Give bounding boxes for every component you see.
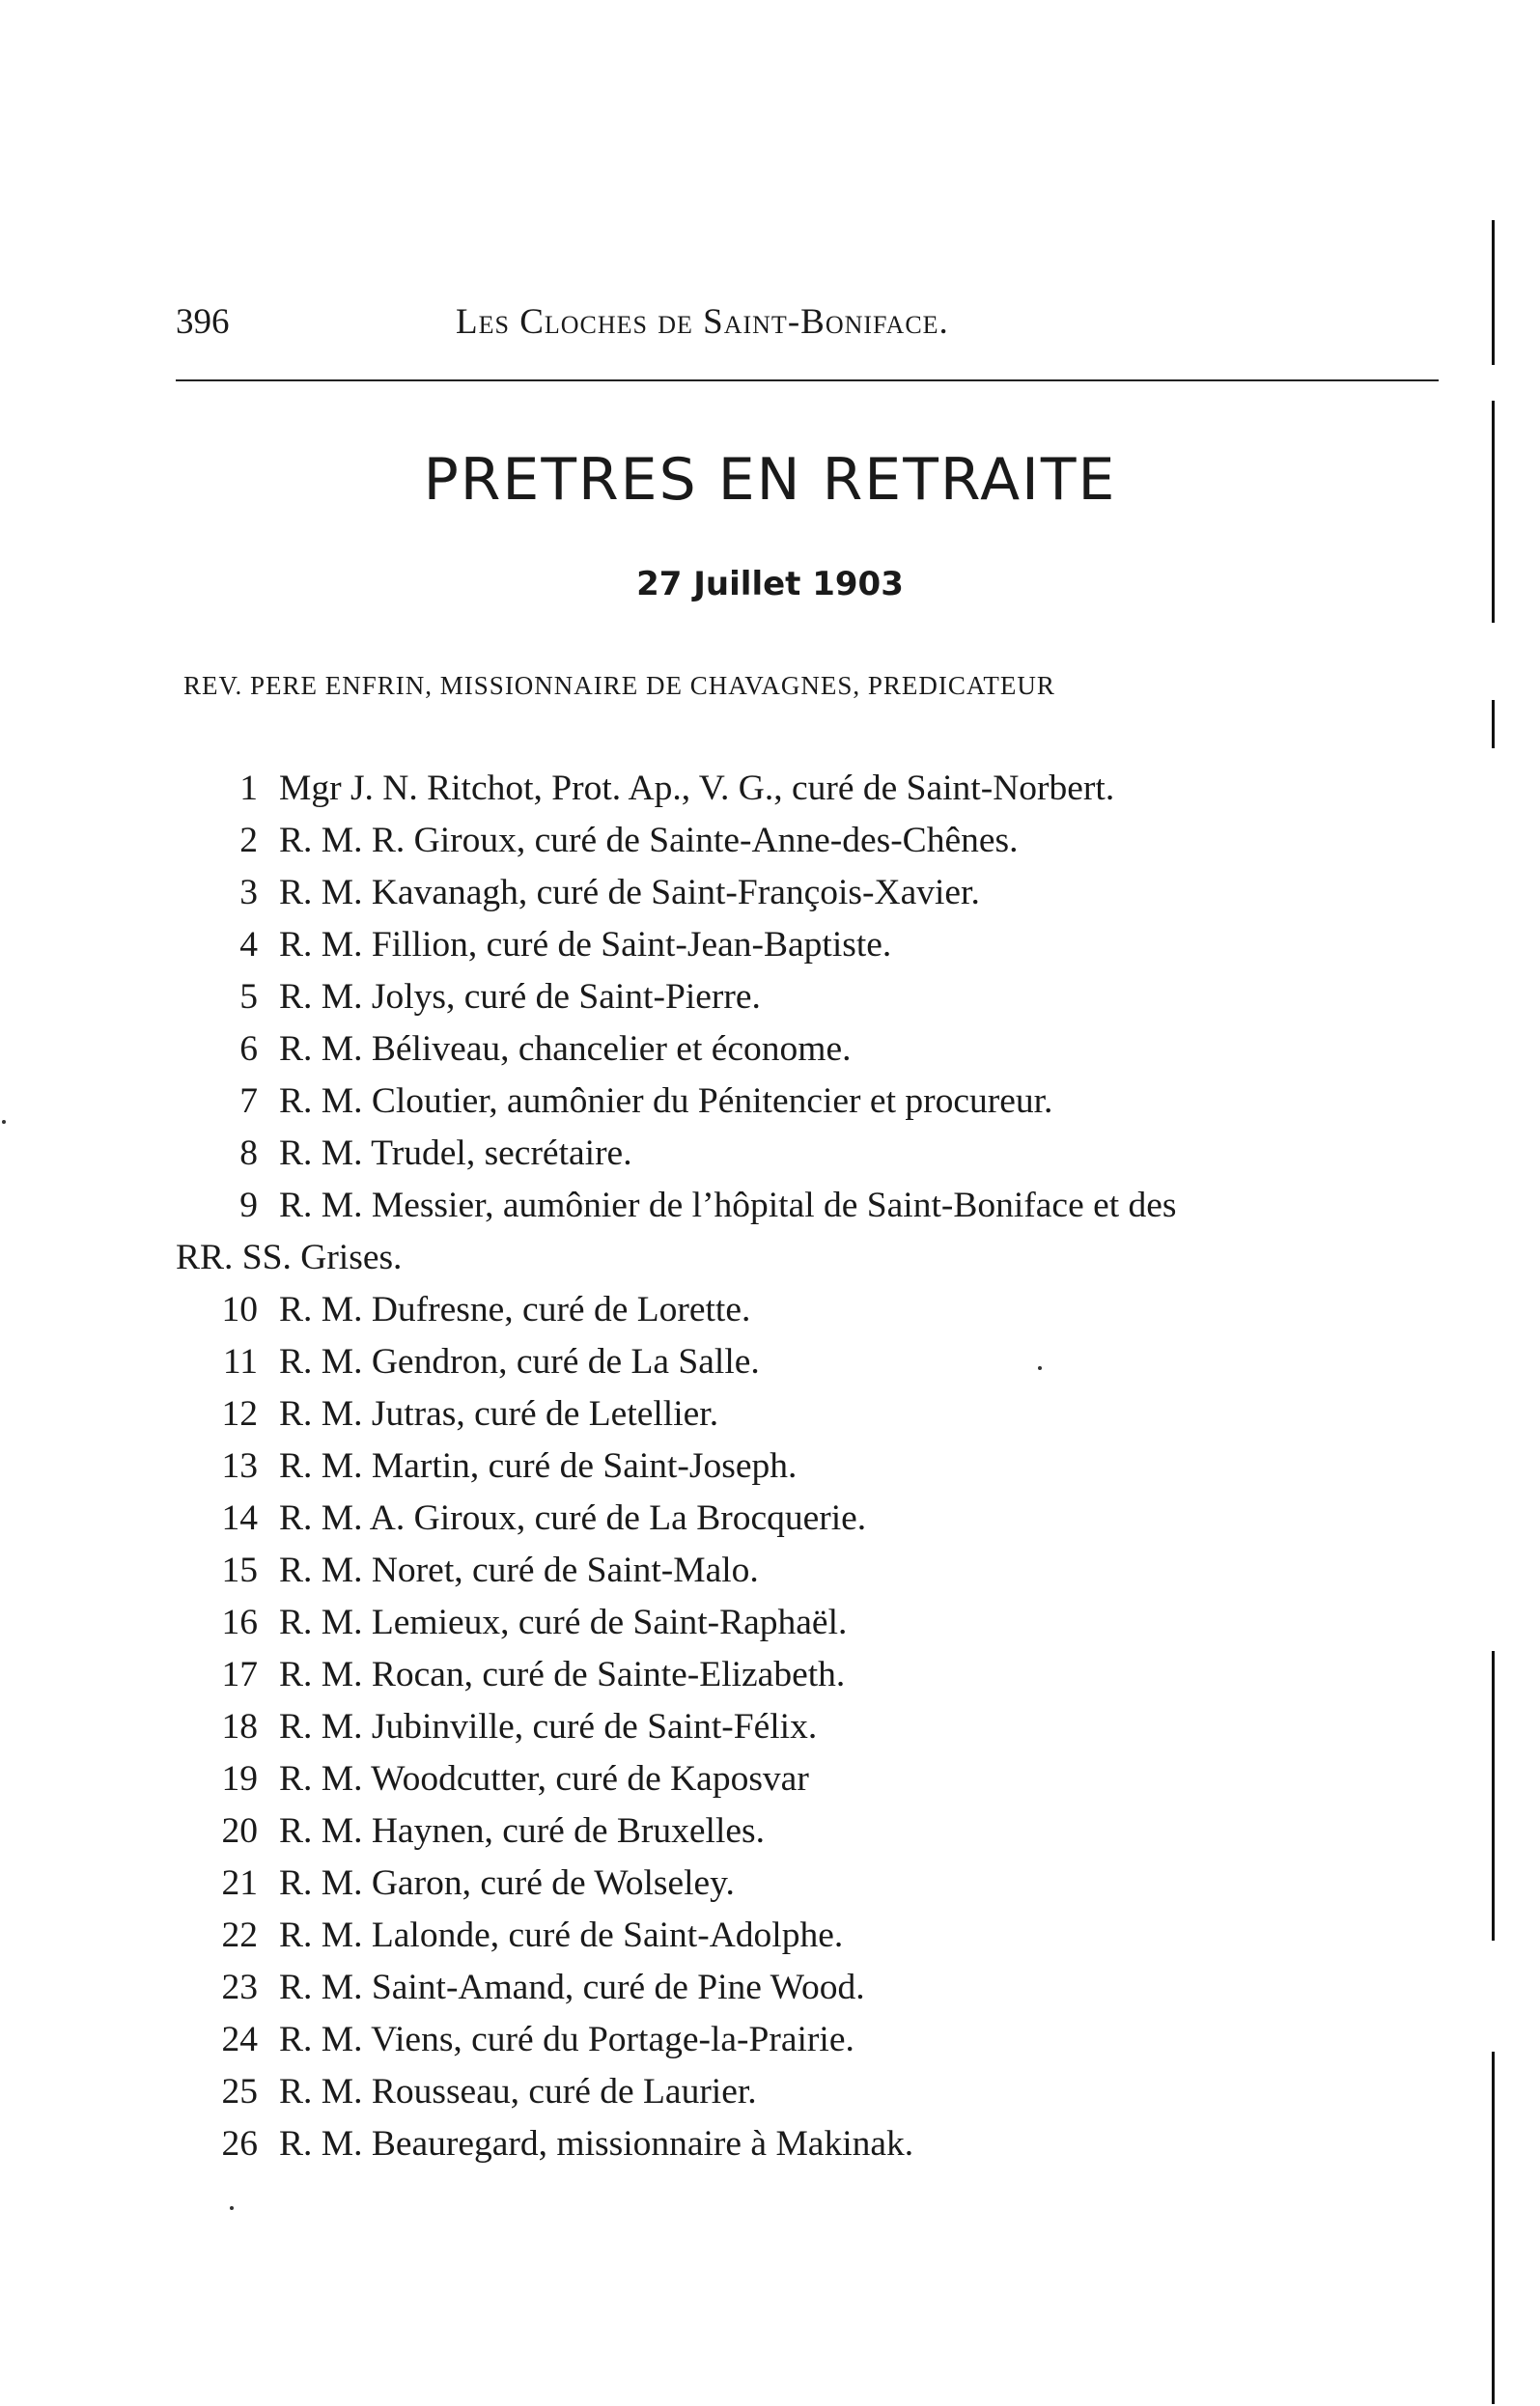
list-item-text: R. M. Jutras, curé de Letellier. (279, 1394, 719, 1434)
list-item (176, 971, 1441, 1023)
list-item (176, 1284, 1441, 1336)
list-item-text: R. M. Woodcutter, curé de Kaposvar (279, 1759, 809, 1799)
list-item-text: R. M. Gendron, curé de La Salle. (279, 1342, 760, 1382)
list-item-number: 13 (221, 1446, 258, 1486)
list-item-text: R. M. Dufresne, curé de Lorette. (279, 1290, 751, 1329)
list-item-text: R. M. Messier, aumônier de l’hôpital de Saint-Boniface et des (279, 1186, 1177, 1225)
list-item-number: 19 (221, 1759, 258, 1799)
list-item-number: 5 (239, 977, 258, 1017)
list-item (176, 815, 1441, 867)
scan-margin-mark (1492, 401, 1495, 623)
scan-margin-mark (1492, 2052, 1495, 2404)
list-item-number: 14 (221, 1498, 258, 1538)
list-item (176, 1128, 1441, 1180)
list-item (176, 1023, 1441, 1076)
list-item-number: 10 (221, 1290, 258, 1329)
list-item-text: R. M. R. Giroux, curé de Sainte-Anne-des-Chênes. (279, 821, 1019, 860)
list-item-number: 17 (221, 1655, 258, 1694)
list-item (176, 763, 1441, 815)
list-item-text: R. M. Fillion, curé de Saint-Jean-Baptiste. (279, 925, 892, 965)
list-item-number: 11 (222, 1342, 258, 1382)
list-item-number: 20 (221, 1811, 258, 1851)
list-item-number: 22 (221, 1916, 258, 1955)
retreat-date: 27 Juillet 1903 (636, 565, 904, 603)
list-item-text: Mgr J. N. Ritchot, Prot. Ap., V. G., curé de Saint-Norbert. (279, 769, 1115, 808)
list-item (176, 867, 1441, 919)
running-head (176, 301, 1439, 355)
list-item-text: R. M. Garon, curé de Wolseley. (279, 1863, 735, 1903)
list-item-text: R. M. Lemieux, curé de Saint-Raphaël. (279, 1603, 848, 1642)
list-item-number: 4 (239, 925, 258, 965)
scan-speck (230, 2206, 234, 2210)
list-item (176, 2066, 1441, 2118)
list-item (176, 1858, 1441, 1910)
scan-margin-mark (1492, 220, 1495, 365)
list-item-text: R. M. Cloutier, aumônier du Pénitencier et procureur. (279, 1081, 1053, 1121)
list-item-number: 25 (221, 2072, 258, 2112)
list-item (176, 919, 1441, 971)
priest-list (176, 763, 1441, 2170)
list-item-number: 8 (239, 1133, 258, 1173)
list-item-number: 2 (239, 821, 258, 860)
preacher-line: REV. PERE ENFRIN, MISSIONNAIRE DE CHAVAGNES, PREDICATEUR (183, 671, 1055, 700)
header-rule (176, 379, 1439, 381)
list-item-text: R. M. Jubinville, curé de Saint-Félix. (279, 1707, 818, 1747)
list-item-continuation: RR. SS. Grises. (176, 1238, 403, 1277)
list-item (176, 1753, 1441, 1805)
list-item (176, 1545, 1441, 1597)
list-item-number: 1 (239, 769, 258, 808)
list-item-number: 21 (221, 1863, 258, 1903)
scan-speck (1038, 1366, 1042, 1370)
list-item-number: 3 (239, 873, 258, 912)
list-item-text: R. M. Lalonde, curé de Saint-Adolphe. (279, 1916, 844, 1955)
list-item (176, 2118, 1441, 2170)
list-item-text: R. M. Beauregard, missionnaire à Makinak. (279, 2124, 914, 2164)
list-item-text: R. M. A. Giroux, curé de La Brocquerie. (279, 1498, 867, 1538)
list-item (176, 1962, 1441, 2014)
list-item (176, 1388, 1441, 1441)
running-title: Les Cloches de Saint-Boniface. (456, 302, 949, 342)
list-item-text: R. M. Rousseau, curé de Laurier. (279, 2072, 757, 2112)
list-item-text: R. M. Trudel, secrétaire. (279, 1133, 632, 1173)
list-item (176, 1649, 1441, 1701)
page-title: PRETRES EN RETRAITE (423, 446, 1117, 514)
page-number: 396 (176, 302, 230, 342)
list-item (176, 1910, 1441, 1962)
list-item-number: 24 (221, 2020, 258, 2059)
list-item (176, 1493, 1441, 1545)
list-item (176, 1701, 1441, 1753)
list-item-text: R. M. Martin, curé de Saint-Joseph. (279, 1446, 798, 1486)
list-item (176, 1805, 1441, 1858)
list-item (176, 1597, 1441, 1649)
list-item-text: R. M. Béliveau, chancelier et économe. (279, 1029, 852, 1069)
list-item-text: R. M. Kavanagh, curé de Saint-François-Xavier. (279, 873, 980, 912)
list-item-number: 26 (221, 2124, 258, 2164)
list-item-number: 9 (239, 1186, 258, 1225)
list-item (176, 1180, 1441, 1232)
list-item-text: R. M. Noret, curé de Saint-Malo. (279, 1551, 759, 1590)
list-item (176, 1336, 1441, 1388)
list-item (176, 2014, 1441, 2066)
list-item-text: R. M. Rocan, curé de Sainte-Elizabeth. (279, 1655, 846, 1694)
scan-margin-mark (1492, 1651, 1495, 1941)
list-item-text: R. M. Viens, curé du Portage-la-Prairie. (279, 2020, 854, 2059)
list-item-text: R. M. Saint-Amand, curé de Pine Wood. (279, 1968, 865, 2007)
list-item-text: R. M. Jolys, curé de Saint-Pierre. (279, 977, 761, 1017)
list-item-number: 12 (221, 1394, 258, 1434)
list-item-number: 6 (239, 1029, 258, 1069)
list-item-number: 7 (239, 1081, 258, 1121)
list-item-number: 16 (221, 1603, 258, 1642)
list-item-text: R. M. Haynen, curé de Bruxelles. (279, 1811, 765, 1851)
list-item (176, 1076, 1441, 1128)
list-item-number: 15 (221, 1551, 258, 1590)
list-item-number: 18 (221, 1707, 258, 1747)
list-item-number: 23 (221, 1968, 258, 2007)
scan-margin-mark (1492, 700, 1495, 748)
list-item (176, 1441, 1441, 1493)
scan-speck (2, 1120, 6, 1124)
